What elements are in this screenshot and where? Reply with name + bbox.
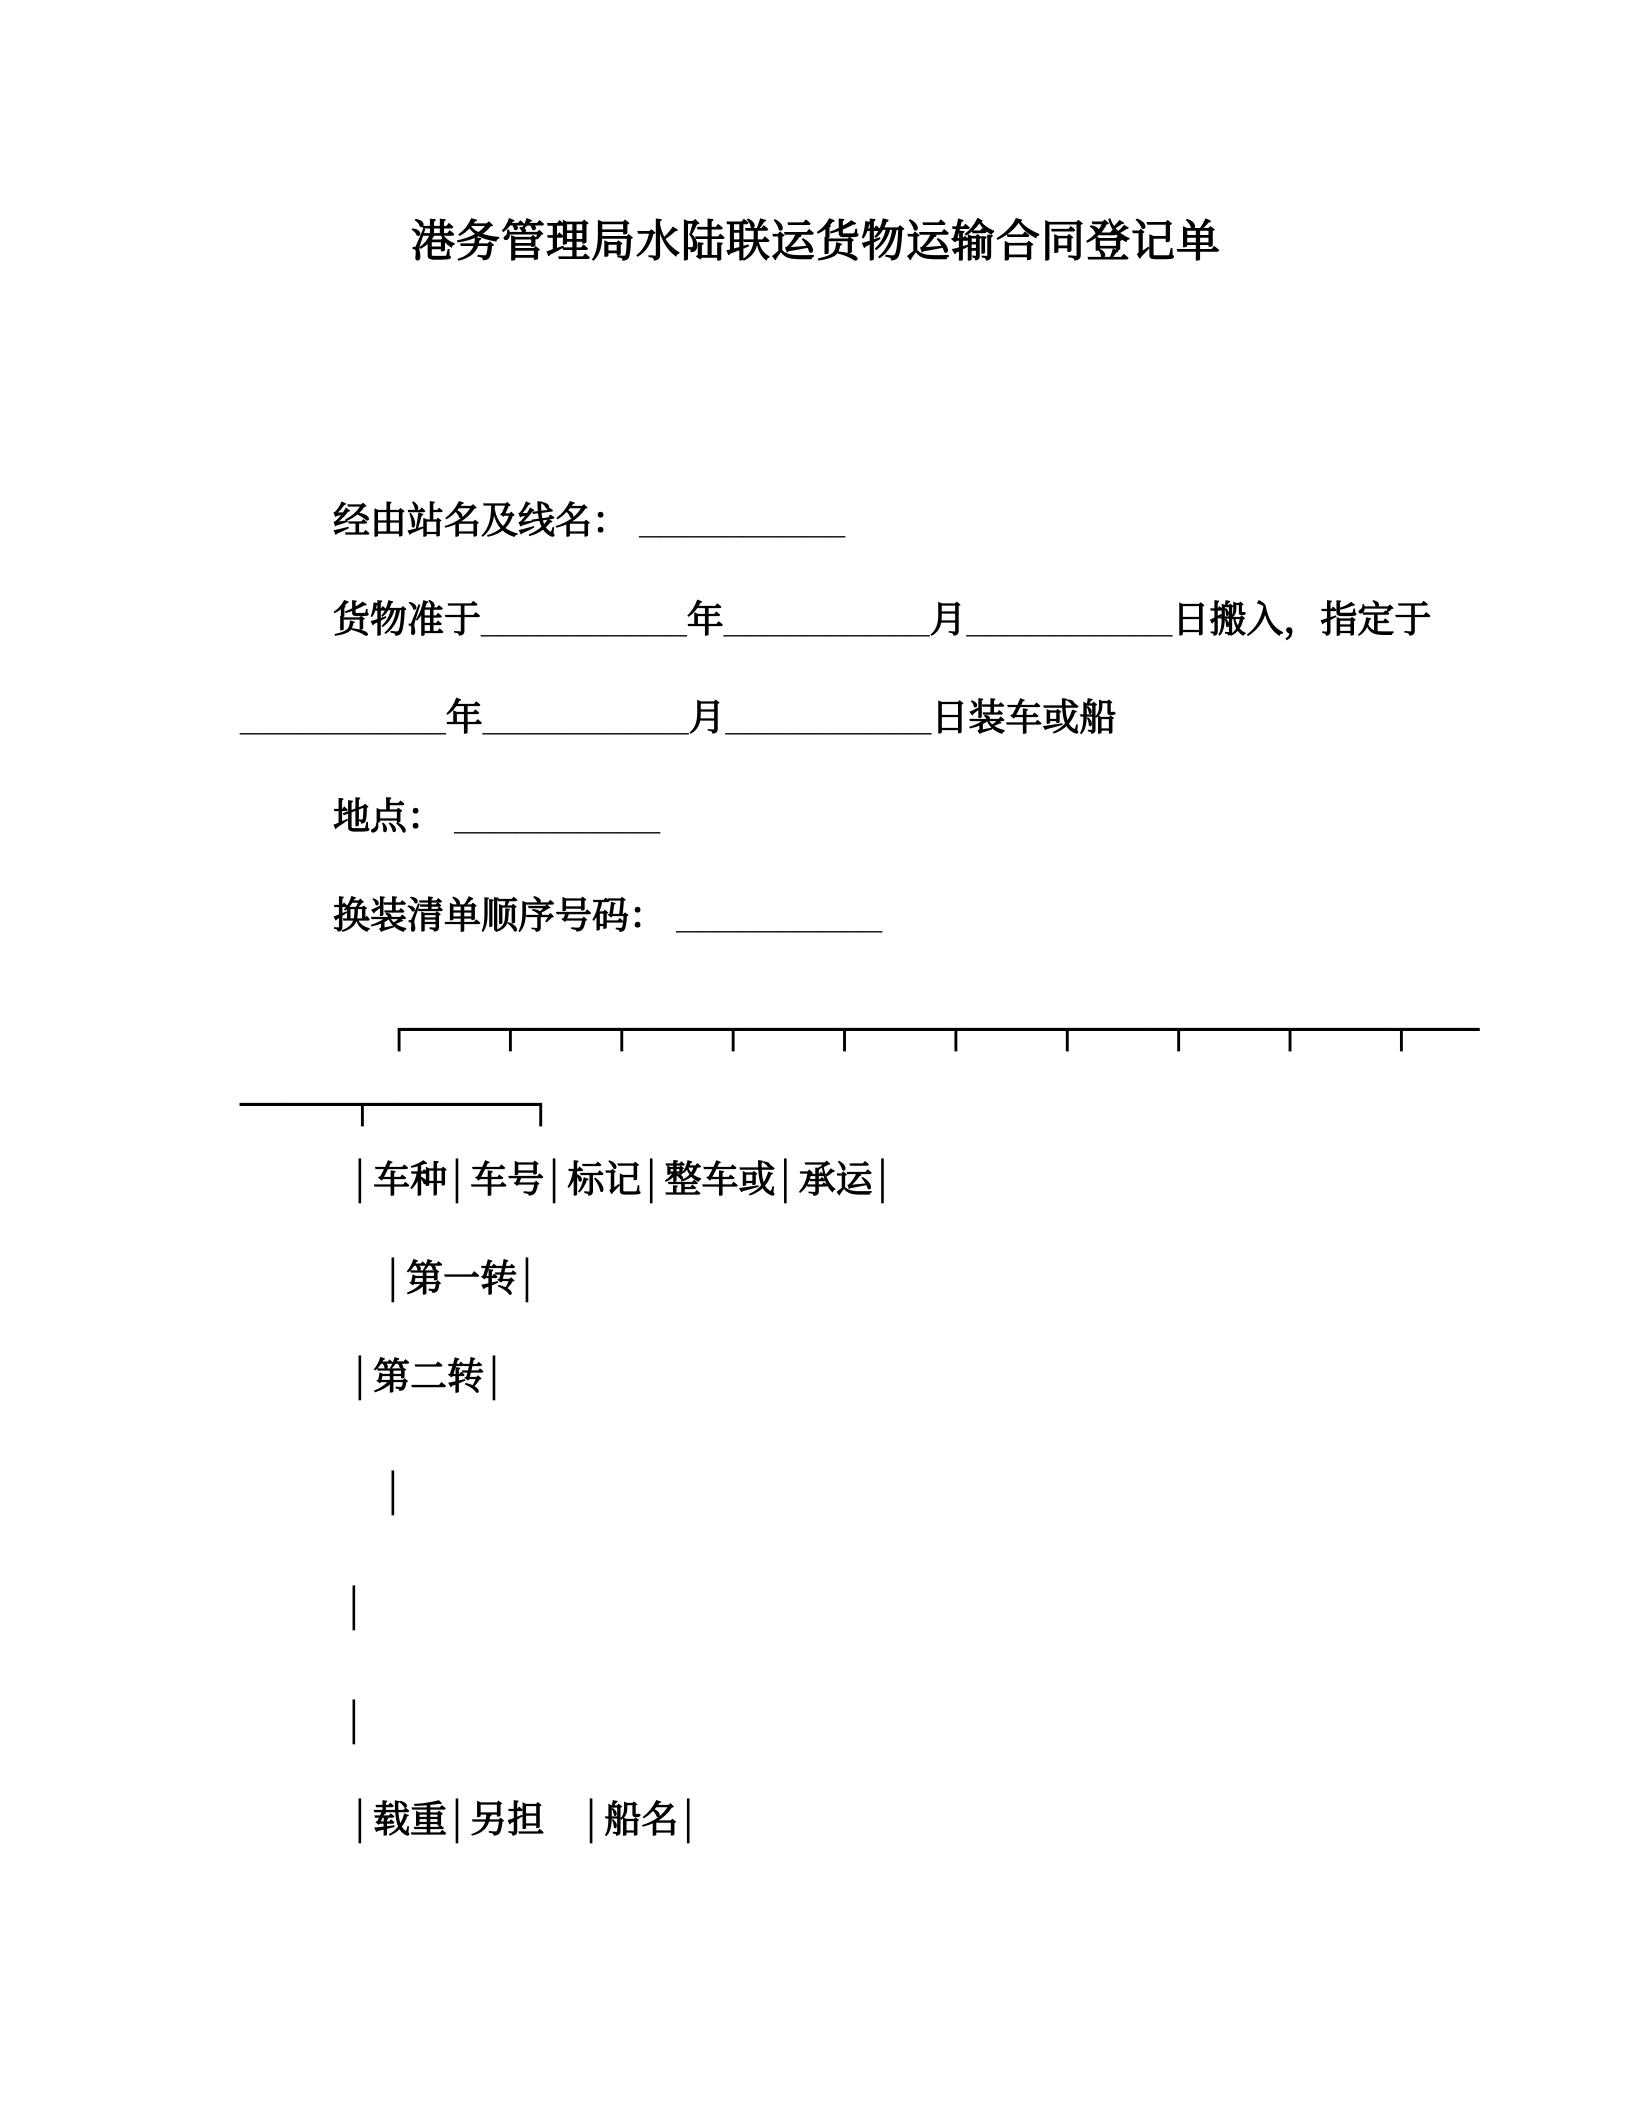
table-row-second-transfer: │第二转│ xyxy=(350,1356,508,1398)
table-row-first-transfer: │第一转│ xyxy=(383,1257,541,1299)
table-border-top-wrap: ─────┬───────┐ xyxy=(240,1083,552,1127)
table-header-row: │车种│车号│标记│整车或│承运│ xyxy=(350,1158,896,1200)
table-cell-divider-3: │ xyxy=(344,1700,368,1742)
form-line-via-station: 经由站名及线名： __________ xyxy=(333,500,846,541)
document-title: 港务管理局水陆联运货物运输合同登记单 xyxy=(411,217,1221,266)
form-line-transfer-list-number: 换装清单顺序号码： __________ xyxy=(333,894,883,936)
table-cell-divider-2: │ xyxy=(344,1585,368,1627)
table-footer-row: │载重│另担 │船名│ xyxy=(350,1798,702,1840)
form-line-cargo-date: 货物准于__________年__________月__________日搬入，指定于 xyxy=(333,598,1432,640)
form-line-location: 地点： __________ xyxy=(333,796,661,838)
form-line-cargo-date-continued: __________年__________月__________日装车或船 xyxy=(240,697,1117,739)
table-border-top: ┌────┬────┬────┬────┬────┬────┬────┬────┬────┬─── xyxy=(388,1008,1480,1052)
table-cell-divider-1: │ xyxy=(383,1470,407,1512)
